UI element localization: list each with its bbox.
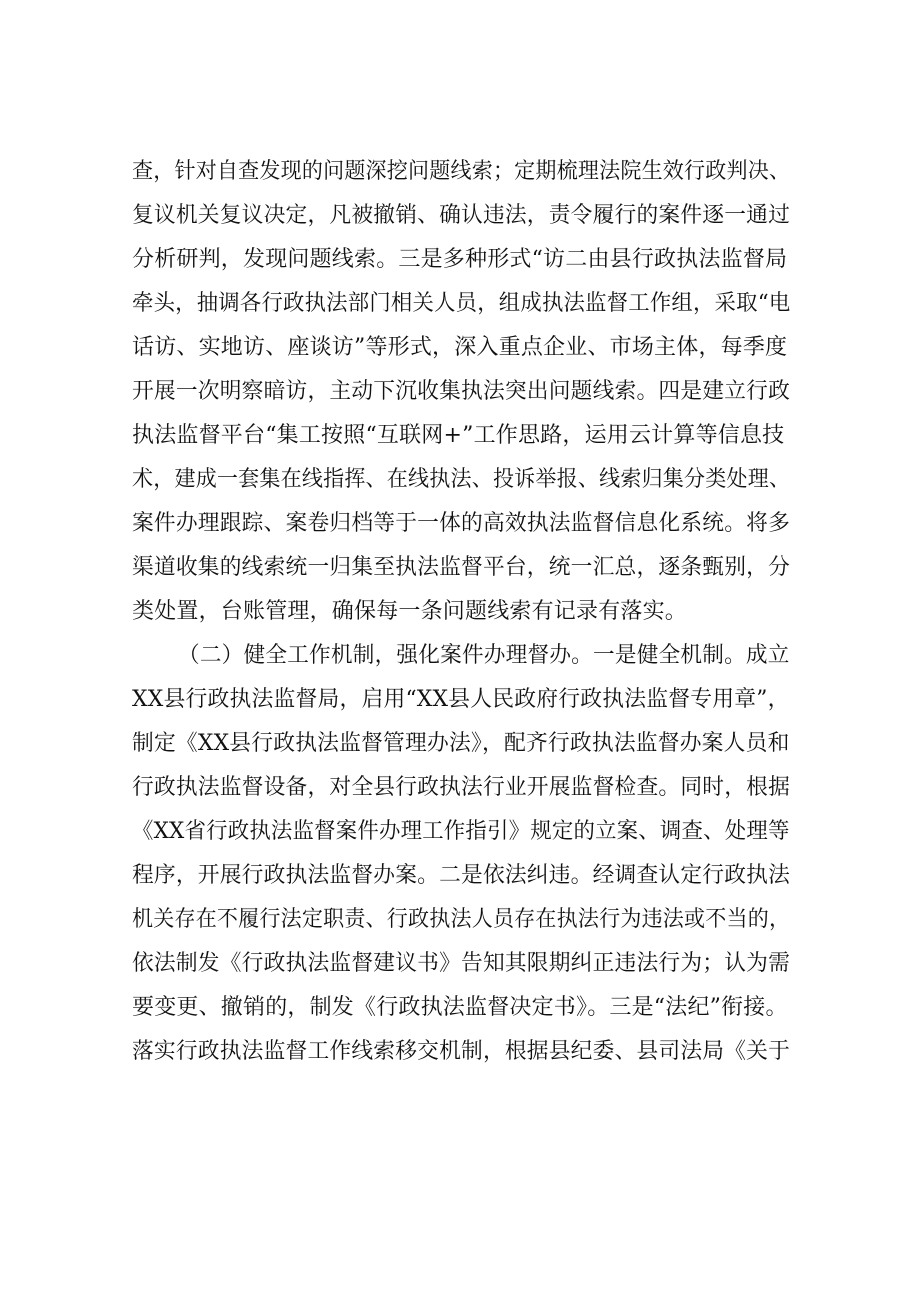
paragraph-2-line: 要变更、撤销的，制发《行政执法监督决定书》。三是“法纪”衔接。 <box>132 995 788 1020</box>
paragraph-2-first-line: （二）健全工作机制，强化案件办理督办。一是健全机制。成立 <box>178 643 790 668</box>
paragraph-1-line: 案件办理跟踪、案卷归档等于一体的高效执法监督信息化系统。将多 <box>132 511 791 536</box>
paragraph-2-line: 《XX省行政执法监督案件办理工作指引》规定的立案、调查、处理等 <box>132 819 790 844</box>
paragraph-1-line: 执法监督平台“集工按照“互联网+”工作思路，运用云计算等信息技 <box>132 423 785 448</box>
paragraph-1-line: 术，建成一套集在线指挥、在线执法、投诉举报、线索归集分类处理、 <box>132 467 791 492</box>
paragraph-1-line: 牵头，抽调各行政执法部门相关人员，组成执法监督工作组，采取“电 <box>132 291 791 316</box>
paragraph-1-line: 分析研判，发现问题线索。三是多种形式“访二由县行政执法监督局 <box>132 247 788 272</box>
paragraph-2-line: 机关存在不履行法定职责、行政执法人员存在执法行为违法或不当的， <box>132 907 791 932</box>
paragraph-1-line: 话访、实地访、座谈访”等形式，深入重点企业、市场主体，每季度 <box>132 335 788 360</box>
paragraph-1-line: 开展一次明察暗访，主动下沉收集执法突出问题线索。四是建立行政 <box>132 379 791 404</box>
paragraph-2-line: 落实行政执法监督工作线索移交机制，根据县纪委、县司法局《关于 <box>132 1039 791 1064</box>
paragraph-2-line: 行政执法监督设备，对全县行政执法行业开展监督检查。同时，根据 <box>132 775 791 800</box>
paragraph-1-line: 类处置，台账管理，确保每一条问题线索有记录有落实。 <box>132 599 688 624</box>
paragraph-2-line: 依法制发《行政执法监督建议书》告知其限期纠正违法行为；认为需 <box>132 951 791 976</box>
paragraph-1-line: 复议机关复议决定，凡被撤销、确认违法，责令履行的案件逐一通过 <box>132 203 791 228</box>
paragraph-1-line: 渠道收集的线索统一归集至执法监督平台，统一汇总，逐条甄别，分 <box>132 555 791 580</box>
paragraph-2-line: XX县行政执法监督局，启用“XX县人民政府行政执法监督专用章”， <box>132 687 790 712</box>
paragraph-2-line: 制定《XX县行政执法监督管理办法》，配齐行政执法监督办案人员和 <box>132 731 790 756</box>
paragraph-2-line: 程序，开展行政执法监督办案。二是依法纠违。经调查认定行政执法 <box>132 863 791 888</box>
paragraph-1-line: 查，针对自查发现的问题深挖问题线索；定期梳理法院生效行政判决、 <box>132 159 791 184</box>
